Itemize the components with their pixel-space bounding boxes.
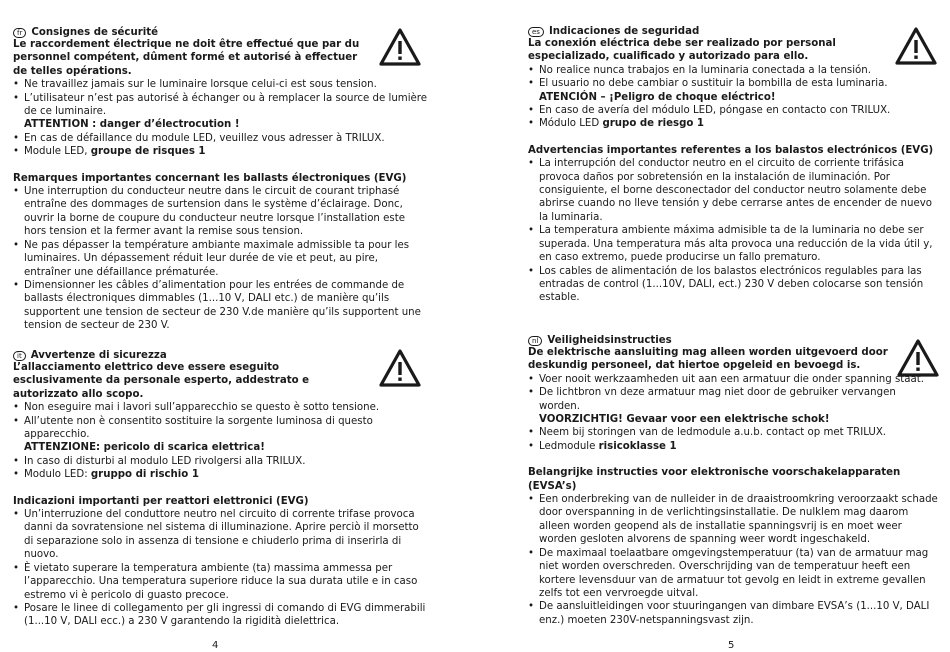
- warning-triangle-icon: [378, 27, 422, 67]
- risk-group: groupe de risques 1: [90, 146, 206, 158]
- intro-text: La conexión eléctrica debe ser realizado por personal especializado, cualificado y autorizado para ello.: [528, 38, 836, 63]
- page-number-left: 4: [212, 640, 219, 651]
- section-header: [528, 335, 943, 346]
- list-item: • Dimensionner les câbles d’alimentation pour les entrées de commande de ballasts électroniques dimmables (1...10 V, DALI etc.) de manière qu’ils supportent une tension de secteur de 230 V.de manière qu’ils supportent une tension de secteur de 230 V.: [13, 279, 428, 333]
- language-badge: fr: [13, 28, 26, 38]
- ballast-list: [13, 508, 428, 629]
- section-header: [13, 27, 428, 38]
- list-item: • Neem bij storingen van de ledmodule a.u.b. contact op met TRILUX.: [528, 426, 938, 439]
- language-badge: nl: [528, 336, 542, 346]
- section-nl: [528, 335, 943, 627]
- risk-group: gruppo di rischio 1: [90, 469, 199, 481]
- list-item: • En caso de avería del módulo LED, póngase en contacto con TRILUX.: [528, 104, 938, 117]
- safety-list: [528, 373, 938, 453]
- list-item: • Un’interruzione del conduttore neutro nel circuito di corrente trifase provoca danni da sovratensione nel sistema di illuminazione. Aprire perciò il morsetto di separazione solo in assenza di tensione e chiuderlo prima di inserirla di nuovo.: [13, 508, 428, 562]
- list-item: • L’utilisateur n’est pas autorisé à échanger ou à remplacer la source de lumière de ce luminaire.: [13, 92, 428, 119]
- list-item: • Een onderbreking van de nulleider in de draaistroomkring veroorzaakt schade door overspanning in de verlichtingsinstallatie. De nulklem mag daarom alleen worden geopend als de installatie spanningsvrij is en moet weer worden gesloten alvorens de spanning weer wordt ingeschakeld.: [528, 493, 938, 547]
- intro-text: De elektrische aansluiting mag alleen worden uitgevoerd door deskundig personeel, dat hiertoe opgeleid en bevoegd is.: [528, 347, 888, 372]
- subsection-title: Advertencias importantes referentes a los balastos electrónicos (EVG): [528, 144, 934, 156]
- ballast-list: [528, 157, 938, 304]
- list-item: • En cas de défaillance du module LED, veuillez vous adresser à TRILUX.: [13, 132, 428, 145]
- warning-triangle-icon: [896, 338, 940, 378]
- list-item: • In caso di disturbi al modulo LED rivolgersi alla TRILUX.: [13, 455, 428, 468]
- list-item: • De lichtbron vn deze armatuur mag niet door de gebruiker vervangen worden.: [528, 386, 938, 413]
- section-title: Veiligheidsinstructies: [547, 335, 672, 346]
- subsection-title: Remarques importantes concernant les ballasts électroniques (EVG): [13, 172, 407, 184]
- language-badge: it: [13, 351, 26, 361]
- risk-prefix: Módulo LED: [539, 118, 603, 130]
- list-item: [528, 117, 938, 130]
- list-item: • De aansluitleidingen voor stuuringangen van dimbare EVSA’s (1...10 V, DALI enz.) moeten 230V-netspanningsvast zijn.: [528, 600, 938, 627]
- list-item: • Los cables de alimentación de los balastos electrónicos regulables para las entradas de control (1...10V, DALI, ect.) 230 V deben colocarse son tensión estable.: [528, 265, 938, 305]
- list-item: • De maximaal toelaatbare omgevingstemperatuur (ta) van de armatuur mag niet worden overschreden. Overschrijding van de temperatuur heeft een kortere levensduur van de armatuur tot gevolg en leidt in extreme gevallen zelfs tot een vervroegde uitval.: [528, 547, 938, 601]
- subsection-title: Indicazioni importanti per reattori elettronici (EVG): [13, 495, 309, 507]
- section-header: [13, 350, 428, 361]
- safety-list: [528, 64, 938, 131]
- subsection-title: Belangrijke instructies voor elektronische voorschakelapparaten (EVSA’s): [528, 467, 901, 492]
- safety-list: [13, 401, 428, 481]
- attention-text: ATTENTION : danger d’électrocution !: [24, 119, 240, 131]
- list-item: • No realice nunca trabajos en la luminaria conectada a la tensión.: [528, 64, 938, 77]
- language-badge: es: [528, 27, 544, 37]
- intro-text: L’allacciamento elettrico deve essere eseguito esclusivamente da personale esperto, addestrato e autorizzato allo scopo.: [13, 362, 310, 400]
- risk-group: grupo de riesgo 1: [602, 118, 705, 130]
- section-title: Indicaciones de seguridad: [548, 26, 700, 37]
- list-item: • La temperatura ambiente máxima admisible ta de la luminaria no debe ser superada. Una temperatura más alta provoca una reducción de la vida útil y, en caso extremo, puede producirse un fallo prematuro.: [528, 224, 938, 264]
- list-item: • Non eseguire mai i lavori sull’apparecchio se questo è sotto tensione.: [13, 401, 428, 414]
- ballast-list: [528, 493, 938, 627]
- section-header: [528, 26, 943, 37]
- list-item: • El usuario no debe cambiar o sustituir la bombilla de esta luminaria.: [528, 77, 938, 90]
- section-fr: [13, 27, 428, 333]
- risk-prefix: Module LED,: [24, 146, 91, 158]
- list-item: • Ne travaillez jamais sur le luminaire lorsque celui-ci est sous tension.: [13, 78, 428, 91]
- safety-list: [13, 78, 428, 158]
- list-item: • La interrupción del conductor neutro en el circuito de corriente trifásica provoca daños por sobretensión en la instalación de iluminación. Por consiguiente, el borne desconectador del conductor neutro solamente debe abrirse cuando no lleve tensión y debe cerrarse antes de encender de nuevo la luminaria.: [528, 157, 938, 224]
- attention-text: VOORZICHTIG! Gevaar voor een elektrische schok!: [539, 414, 830, 426]
- list-item: • È vietato superare la temperatura ambiente (ta) massima ammessa per l’apparecchio. Una temperatura superiore riduce la sua durata utile e in caso estremo vi è pericolo di guasto precoce.: [13, 562, 428, 602]
- attention-text: ATENCIÓN – ¡Peligro de choque eléctrico!: [539, 91, 776, 103]
- intro-text: Le raccordement électrique ne doit être effectué que par du personnel compétent, dûment formé et autorisé à effectuer de telles opérations.: [13, 39, 360, 77]
- warning-triangle-icon: [894, 26, 938, 66]
- list-item: • Ne pas dépasser la température ambiante maximale admissible ta pour les luminaires. Un dépassement réduit leur durée de vie et peut, au pire, entraîner une défaillance prématurée.: [13, 239, 428, 279]
- ballast-list: [13, 185, 428, 332]
- list-item: • Posare le linee di collegamento per gli ingressi di comando di EVG dimmerabili (1...10 V, DALI ecc.) a 230 V garantendo la rigidità dielettrica.: [13, 602, 428, 629]
- list-item: [528, 440, 938, 453]
- section-title: Consignes de sécurité: [31, 27, 159, 38]
- list-item: [13, 145, 428, 158]
- list-item: • Voer nooit werkzaamheden uit aan een armatuur die onder spanning staat.: [528, 373, 938, 386]
- attention-text: ATTENZIONE: pericolo di scarica elettrica!: [24, 442, 265, 454]
- list-item: • Une interruption du conducteur neutre dans le circuit de courant triphasé entraîne des dommages de surtension dans le système d’éclairage. Donc, ouvrir la borne de coupure du conducteur neutre lorsque l’installation este hors tension et la fermer avant la remise sous tension.: [13, 185, 428, 239]
- page-number-right: 5: [728, 640, 735, 651]
- section-es: [528, 26, 943, 305]
- risk-prefix: Modulo LED:: [24, 469, 91, 481]
- section-title: Avvertenze di sicurezza: [30, 350, 167, 361]
- list-item: [13, 468, 428, 481]
- risk-prefix: Ledmodule: [539, 440, 599, 452]
- risk-group: risicoklasse 1: [598, 440, 677, 452]
- warning-triangle-icon: [378, 348, 422, 388]
- list-item: • All’utente non è consentito sostituire la sorgente luminosa di questo apparecchio.: [13, 415, 428, 442]
- section-it: [13, 350, 428, 629]
